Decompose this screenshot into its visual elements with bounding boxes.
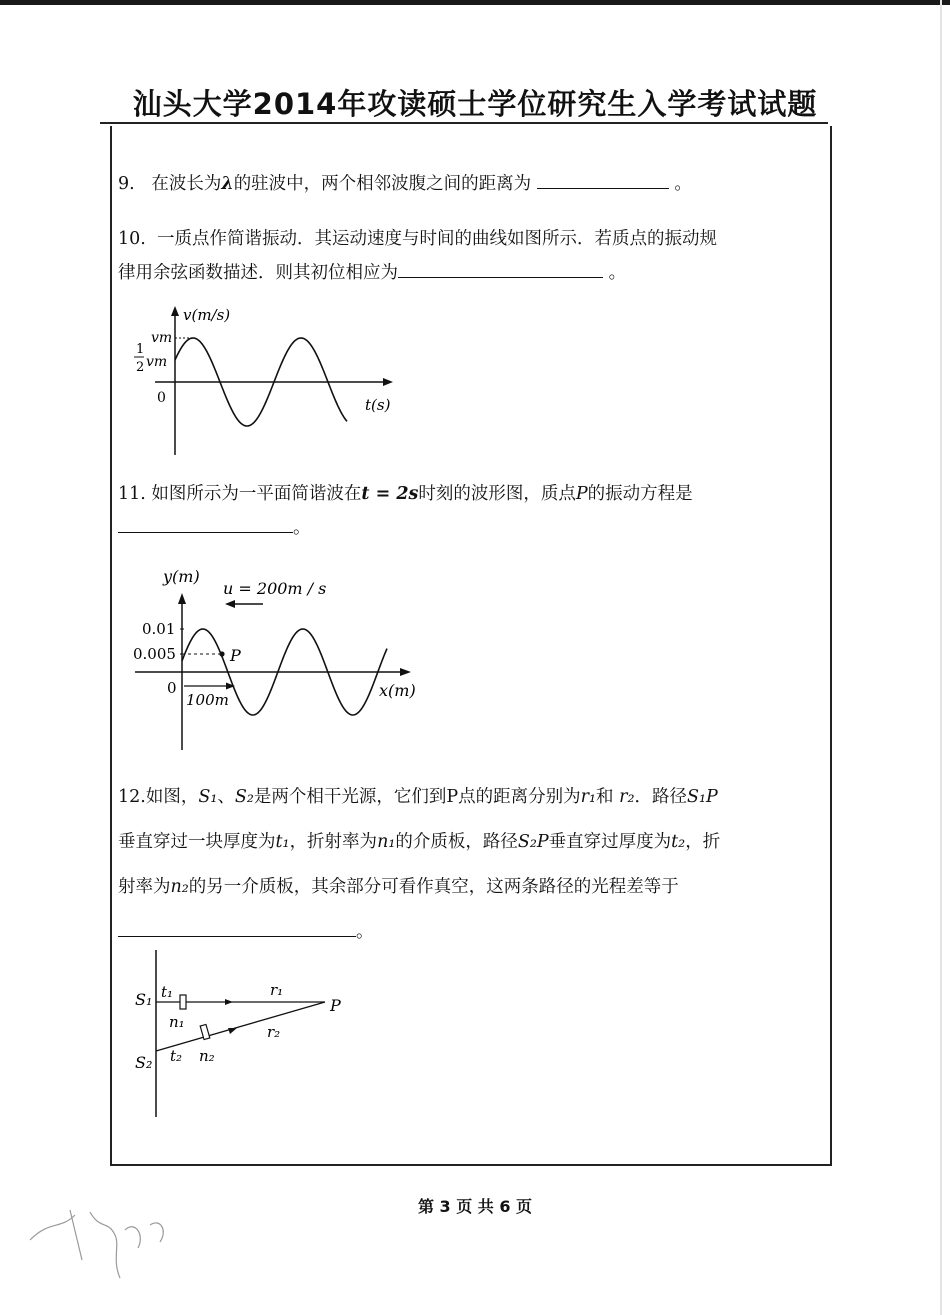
q10-origin-label: 0	[157, 390, 166, 406]
q12-s2: S₂	[234, 787, 254, 807]
q11-point: P	[575, 484, 588, 504]
q12-arrow-1	[225, 999, 233, 1005]
q11-text-mid: 时刻的波形图，质点	[418, 484, 576, 504]
q12-s1: S₁	[198, 787, 218, 807]
q12-fig-t2: t₂	[170, 1047, 183, 1065]
scan-edge	[0, 0, 950, 5]
q12-r1: r₁	[580, 787, 597, 807]
q12-s1p: S₁P	[687, 787, 718, 807]
page-title: 汕头大学2014年攻读硕士学位研究生入学考试试题	[132, 87, 818, 121]
q12-number: 12.	[118, 787, 146, 807]
q9-lambda: λ	[221, 174, 234, 194]
q12-line1-b: 是两个相干光源，它们到P点的距离分别为	[253, 787, 581, 807]
q12-s2p: S₂P	[517, 832, 549, 852]
q10-line1: 一质点作简谐振动．其运动速度与时间的曲线如图所示．若质点的振动规	[156, 229, 717, 249]
q12-n1: n₁	[377, 832, 396, 852]
q11-distance-label: 100m	[186, 691, 229, 709]
q11-text-after: 的振动方程是	[587, 484, 693, 504]
q10-half-vm-label: vm	[146, 354, 168, 370]
q12-line3-a: 射率为	[118, 877, 171, 897]
q10-vm-label: vm	[151, 330, 173, 346]
q9-text-after: 的驻波中，两个相邻波腹之间的距离为	[233, 174, 532, 194]
q11-tick-low-label: 0.005	[133, 645, 176, 663]
q11-speed-arrowhead	[225, 600, 235, 608]
q10-y-label: v(m/s)	[183, 306, 231, 324]
q12-plate-1	[180, 995, 186, 1009]
q11-x-arrow	[400, 668, 411, 676]
q11-p-label: P	[230, 646, 241, 665]
q12-fig-p: P	[330, 996, 341, 1015]
q9-answer-blank[interactable]	[537, 170, 669, 189]
q10-answer-blank[interactable]	[398, 259, 603, 278]
q11-origin-label: 0	[167, 679, 177, 697]
q10-y-arrow	[171, 306, 179, 316]
q12-line1-d: ．路径	[634, 787, 688, 807]
q12-line2-d: 垂直穿过厚度为	[548, 832, 672, 852]
q12-fig-n2: n₂	[199, 1047, 215, 1065]
q12-fig-t1: t₁	[161, 983, 174, 1001]
q11-tick-high-label: 0.01	[142, 620, 176, 638]
q12-line3-b: 的另一介质板，其余部分可看作真空，这两条路径的光程差等于	[188, 877, 679, 897]
q12-fig-n1: n₁	[169, 1013, 185, 1031]
q10-half-numerator: 1	[136, 342, 145, 357]
q10-half-denominator: 2	[136, 360, 145, 375]
q12-line2-a: 垂直穿过一块厚度为	[118, 832, 276, 852]
q12-n2: n₂	[170, 877, 189, 897]
q12-fig-s2: S₂	[135, 1053, 153, 1072]
question-10	[118, 222, 828, 290]
q12-sep: 、	[217, 787, 235, 807]
q10-velocity-figure	[125, 300, 405, 460]
q12-answer-blank[interactable]	[118, 918, 356, 937]
page-number: 第 3 页 共 6 页	[417, 1197, 533, 1216]
question-9	[118, 167, 692, 201]
q12-fig-r1: r₁	[270, 981, 284, 999]
q12-line2-e: ，折	[685, 832, 721, 852]
q11-time: t = 2s	[361, 484, 419, 504]
q11-y-label: y(m)	[163, 567, 200, 586]
q12-line1-c: 和	[596, 787, 614, 807]
q12-t1: t₁	[275, 832, 290, 852]
q12-fig-s1: S₁	[135, 990, 153, 1009]
question-12	[118, 775, 830, 955]
q11-answer-blank[interactable]	[118, 514, 293, 533]
q11-text-before: 如图所示为一平面简谐波在	[151, 484, 362, 504]
q11-point-p	[219, 651, 224, 656]
q12-line2-c: 的介质板，路径	[395, 832, 518, 852]
q12-r2: r₂	[619, 787, 635, 807]
q11-wave-figure	[125, 560, 425, 755]
q9-text-before: 在波长为	[151, 174, 222, 194]
q12-arrow-2	[228, 1028, 237, 1034]
q12-fig-r2: r₂	[267, 1023, 281, 1041]
q11-number: 11.	[118, 484, 146, 504]
q12-optics-figure	[125, 945, 365, 1125]
q10-line2: 律用余弦函数描述．则其初位相应为	[118, 263, 398, 283]
question-11	[118, 477, 828, 545]
title-rule	[100, 122, 828, 124]
scan-edge-right	[940, 0, 942, 1315]
q10-number: 10.	[118, 229, 146, 249]
q12-line1-a: 如图，	[145, 787, 199, 807]
q10-x-label: t(s)	[365, 396, 391, 414]
q11-speed-label: u = 200m / s	[223, 579, 327, 598]
q10-end: 。	[608, 263, 627, 283]
q12-line2-b: ，折射率为	[289, 832, 378, 852]
q11-x-label: x(m)	[379, 681, 416, 700]
q10-x-arrow	[383, 378, 393, 386]
q9-number: 9.	[118, 174, 135, 194]
q12-t2: t₂	[671, 832, 686, 852]
q9-end: 。	[674, 174, 692, 194]
q12-end: 。	[356, 922, 374, 942]
q11-end: 。	[293, 518, 311, 538]
q11-y-arrow	[178, 593, 186, 604]
handwritten-scribble	[20, 1200, 190, 1300]
